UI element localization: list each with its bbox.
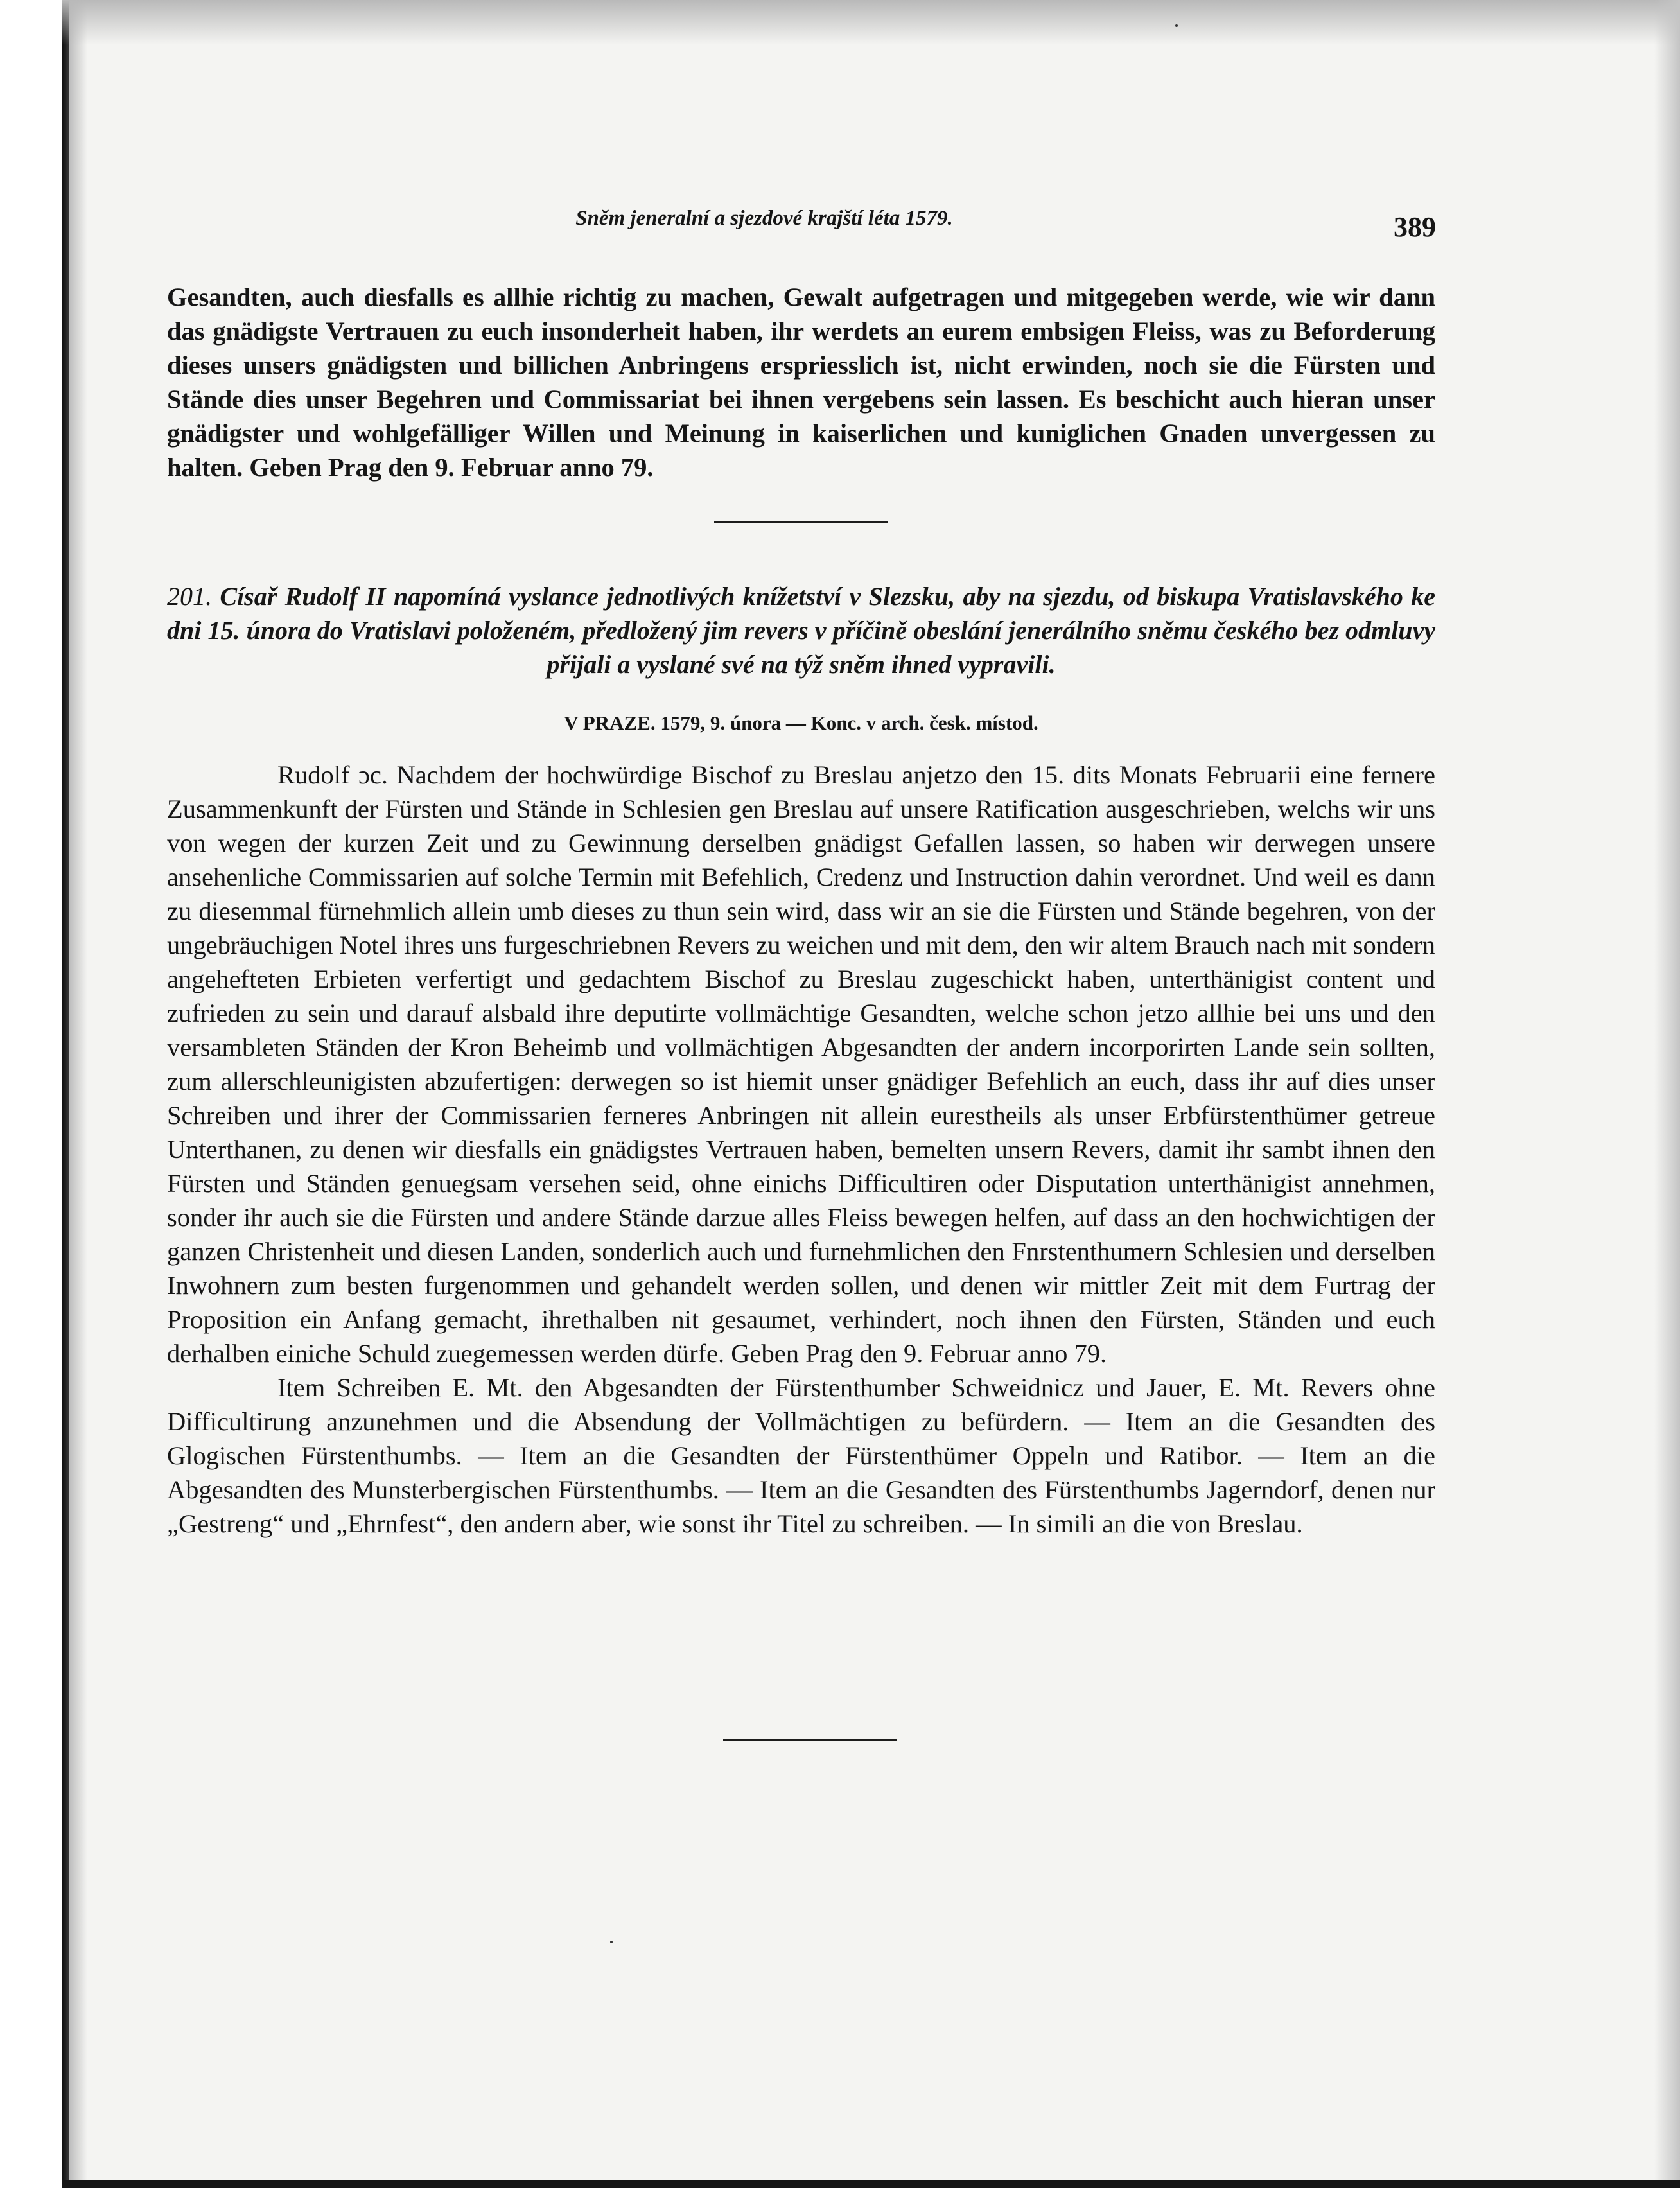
document-heading-text: Císař Rudolf II napomíná vyslance jednotlivých knížetství v Slezsku, aby na sjezdu, od biskupa Vratislavského ke dni 15. února do Vratislavi položeném, předložený jim revers v příčině obeslání jenerálního sněmu českého bez odmluvy přijali a vyslané své na týž sněm ihned vypravili. — [167, 582, 1435, 679]
scan-left-margin — [0, 0, 62, 2188]
scan-top-shadow — [62, 0, 1680, 45]
scan-bottom-edge — [62, 2180, 1680, 2188]
scan-speck — [1175, 24, 1178, 27]
document-number: 201. — [167, 582, 212, 611]
document-heading — [167, 579, 1435, 681]
scan-speck — [610, 1941, 613, 1943]
previous-document-text — [167, 280, 1435, 484]
scan-binding-shadow — [62, 0, 69, 2188]
scan-right-shadow — [1654, 0, 1680, 2188]
previous-document-paragraph: Gesandten, auch diesfalls es allhie richtig zu machen, Gewalt aufgetragen und mitgegeben werde, wie wir dann das gnädigste Vertrauen zu euch insonderheit haben, ihr werdets an eurem embsigen Fleiss, was zu Beforderung dieses unsers gnädigsten und billichen Anbringens erspriesslich ist, nicht erwinden, noch sie die Fürsten und Stände dies unser Begehren und Commissariat bei ihnen vergebens sein lassen. Es beschicht auch hieran unser gnädigster und wohlgefälliger Willen und Meinung in kaiserlichen und kuniglichen Gnaden unvergessen zu halten. Geben Prag den 9. Februar anno 79. — [167, 283, 1435, 482]
body-paragraph: Rudolf ɔc. Nachdem der hochwürdige Bischof zu Breslau anjetzo den 15. dits Monats Februarii eine fernere Zusammenkunft der Fürsten und Stände in Schlesien gen Breslau auf unsere Ratification ausgeschrieben, welchs wir uns von wegen der kurzen Zeit und zu Gewinnung derselben gnädigst Gefallen lassen, so haben wir derwegen unsere ansehenliche Commissarien auf solche Termin mit Befehlich, Credenz und Instruction dahin verordnet. Und weil es dann zu diesemmal fürnehmlich allein umb dieses zu thun sein wird, dass wir an sie die Fürsten und Stände begehren, von der ungebräuchigen Notel ihres uns furgeschriebnen Revers zu weichen und mit dem, den wir altem Brauch nach mit sondern angehefteten Erbieten verfertigt und gedachtem Bischof zu Breslau zugeschickt haben, unterthänigist content und zufrieden zu sein und darauf alsbald ihre deputirte vollmächtige Gesandten, welche schon jetzo allhie bei uns und den versambleten Ständen der Kron Beheimb und vollmächtigen Abgesandten der andern incorporirten Lande sein sollten, zum allerschleunigisten abzufertigen: derwegen so ist hiemit unser gnädiger Befehlich an euch, dass ihr auf dies unser Schreiben und ihrer der Commissarien ferneres Anbringen nit allein eurestheils als unser Erbfürstenthümer getreue Unterthanen, zu denen wir diesfalls ein gnädigstes Vertrauen haben, bemelten unsern Revers, damit ihr sambt ihnen den Fürsten und Ständen genuegsam versehen seid, ohne einichs Difficultiren oder Disputation unterthänigist annehmen, sonder ihr auch sie die Fürsten und andere Stände darzue alles Fleiss bewegen helfen, auf dass an den hochwichtigen der ganzen Christenheit und diesen Landen, sonderlich auch und furnehmlichen den Fnrstenthumern Schlesien und derselben Inwohnern zum besten furgenommen und gehandelt werden sollen, und denen wir mittler Zeit mit dem Furtrag der Proposition ein Anfang gemacht, ihrethalben nit gesaumet, verhindert, noch ihnen den Fürsten, Ständen und euch derhalben einiche Schuld zuegemessen werden dürfe. Geben Prag den 9. Februar anno 79. — [167, 760, 1435, 1368]
scan-binding-gradient — [69, 0, 87, 2188]
body-paragraph: Item Schreiben E. Mt. den Abgesandten der Fürstenthumber Schweidnicz und Jauer, E. Mt. Revers ohne Difficultirung anzunehmen und die Absendung der Vollmächtigen zu befürdern. — Item an die Gesandten des Glogischen Fürstenthumbs. — Item an die Gesandten der Fürstenthümer Oppeln und Ratibor. — Item an die Abgesandten des Munsterbergischen Fürstenthumbs. — Item an die Gesandten des Fürstenthumbs Jagerndorf, denen nur „Gestreng“ und „Ehrnfest“, den andern aber, wie sonst ihr Titel zu schreiben. — In simili an die von Breslau. — [167, 1373, 1435, 1538]
section-divider — [714, 521, 888, 523]
page-number: 389 — [1394, 211, 1436, 243]
running-title: Sněm jeneralní a sjezdové krajští léta 1579. — [575, 207, 953, 230]
document-source-line: V PRAZE. 1579, 9. února — Konc. v arch. česk. místod. — [564, 712, 1038, 734]
document-body — [167, 758, 1435, 1541]
end-divider — [723, 1739, 897, 1741]
